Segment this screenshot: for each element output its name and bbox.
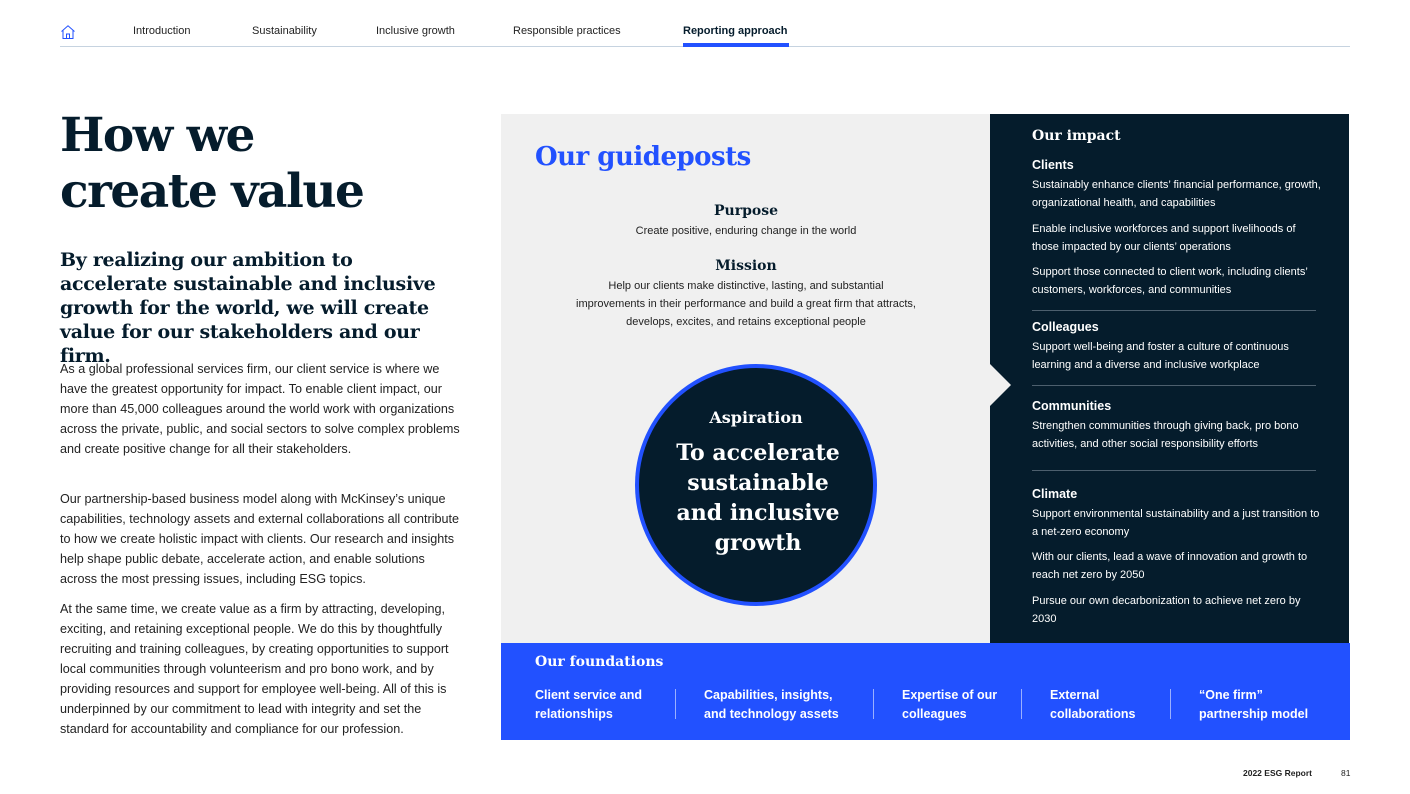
purpose-text: Create positive, enduring change in the world: [635, 225, 857, 237]
nav-responsible-practices[interactable]: Responsible practices: [513, 25, 621, 37]
foundation-one-firm: “One firm” partnership model: [1199, 688, 1309, 721]
body-paragraph-2: Our partnership-based business model along with McKinsey’s unique capabilities, technology assets and external collaborations all contribute to how we create holistic impact with clients. Our research and insights help shape public debate, accelerate action, and enable solutions across the most pressing issues, including ESG topics.: [60, 492, 460, 586]
page-title-line-1: How we: [60, 108, 254, 163]
divider: [1032, 470, 1316, 471]
page-subtitle: By realizing our ambition to accelerate sustainable and inclusive growth for the world, we will create value for our stakeholders and our firm.: [60, 249, 436, 367]
aspiration-text: To accelerate sustainable and inclusive growth: [676, 440, 840, 556]
purpose-label: Purpose: [714, 203, 778, 219]
footer-report-name: 2022 ESG Report: [1243, 768, 1312, 778]
page-title-line-2: create value: [60, 164, 364, 219]
impact-clients-item-1: Sustainably enhance clients’ financial performance, growth, organizational health, and capabilities: [1032, 179, 1321, 209]
impact-colleagues-item-1: Support well-being and foster a culture of continuous learning and a diverse and inclusive workplace: [1032, 341, 1289, 371]
foundations-title: Our foundations: [535, 654, 664, 670]
nav-reporting-approach[interactable]: Reporting approach: [683, 25, 788, 37]
impact-clients-item-3: Support those connected to client work, including clients’ customers, workforces, and communities: [1032, 266, 1308, 296]
impact-communities-label: Communities: [1032, 399, 1112, 413]
impact-clients-label: Clients: [1032, 158, 1074, 172]
nav-introduction[interactable]: Introduction: [133, 25, 191, 37]
foundation-divider: [873, 689, 874, 719]
footer-page-number: 81: [1341, 768, 1351, 778]
top-nav: [60, 22, 1350, 47]
foundation-client-service: Client service and relationships: [535, 688, 642, 721]
panel-notch: [990, 364, 1011, 406]
impact-climate-item-1: Support environmental sustainability and a just transition to a net-zero economy: [1032, 508, 1320, 538]
guideposts-title: Our guideposts: [535, 142, 751, 172]
home-icon[interactable]: [60, 24, 76, 40]
mission-label: Mission: [715, 258, 777, 274]
nav-inclusive-growth[interactable]: Inclusive growth: [376, 25, 455, 37]
impact-climate-label: Climate: [1032, 487, 1078, 501]
foundation-capabilities: Capabilities, insights, and technology assets: [704, 688, 839, 721]
body-paragraph-1: As a global professional services firm, our client service is where we have the greatest opportunity for impact. To enable client impact, our more than 45,000 colleagues around the world work with organizations across the private, public, and social sectors to solve complex problems and create positive change for all their stakeholders.: [60, 362, 460, 456]
foundation-divider: [675, 689, 676, 719]
nav-sustainability[interactable]: Sustainability: [252, 25, 317, 37]
impact-clients-item-2: Enable inclusive workforces and support livelihoods of those impacted by our clients’ operations: [1032, 223, 1296, 253]
nav-active-indicator: [683, 43, 789, 47]
impact-title: Our impact: [1032, 128, 1121, 144]
foundation-divider: [1170, 689, 1171, 719]
foundation-external-collaborations: External collaborations: [1050, 688, 1136, 721]
aspiration-circle: [635, 364, 877, 606]
divider: [1032, 310, 1316, 311]
page-title: [60, 108, 480, 220]
impact-communities-item-1: Strengthen communities through giving back, pro bono activities, and other social responsibility efforts: [1032, 420, 1299, 450]
aspiration-label: Aspiration: [709, 408, 803, 427]
foundation-divider: [1021, 689, 1022, 719]
mission-text: Help our clients make distinctive, lasting, and substantial improvements in their performance and build a great firm that attracts, develops, excites, and retains exceptional people: [576, 280, 916, 328]
impact-climate-item-3: Pursue our own decarbonization to achieve net zero by 2030: [1032, 595, 1301, 625]
impact-colleagues-label: Colleagues: [1032, 320, 1099, 334]
divider: [1032, 385, 1316, 386]
foundation-expertise: Expertise of our colleagues: [902, 688, 998, 721]
impact-climate-item-2: With our clients, lead a wave of innovation and growth to reach net zero by 2050: [1032, 551, 1308, 581]
body-paragraph-3: At the same time, we create value as a firm by attracting, developing, exciting, and retaining exceptional people. We do this by thoughtfully recruiting and training colleagues, by creating opportunities to support local communities through volunteerism and pro bono work, and by providing resources and support for employee well-being. All of this is underpinned by our commitment to lead with integrity and set the standard for accountability and compliance for our profession.: [60, 602, 449, 736]
